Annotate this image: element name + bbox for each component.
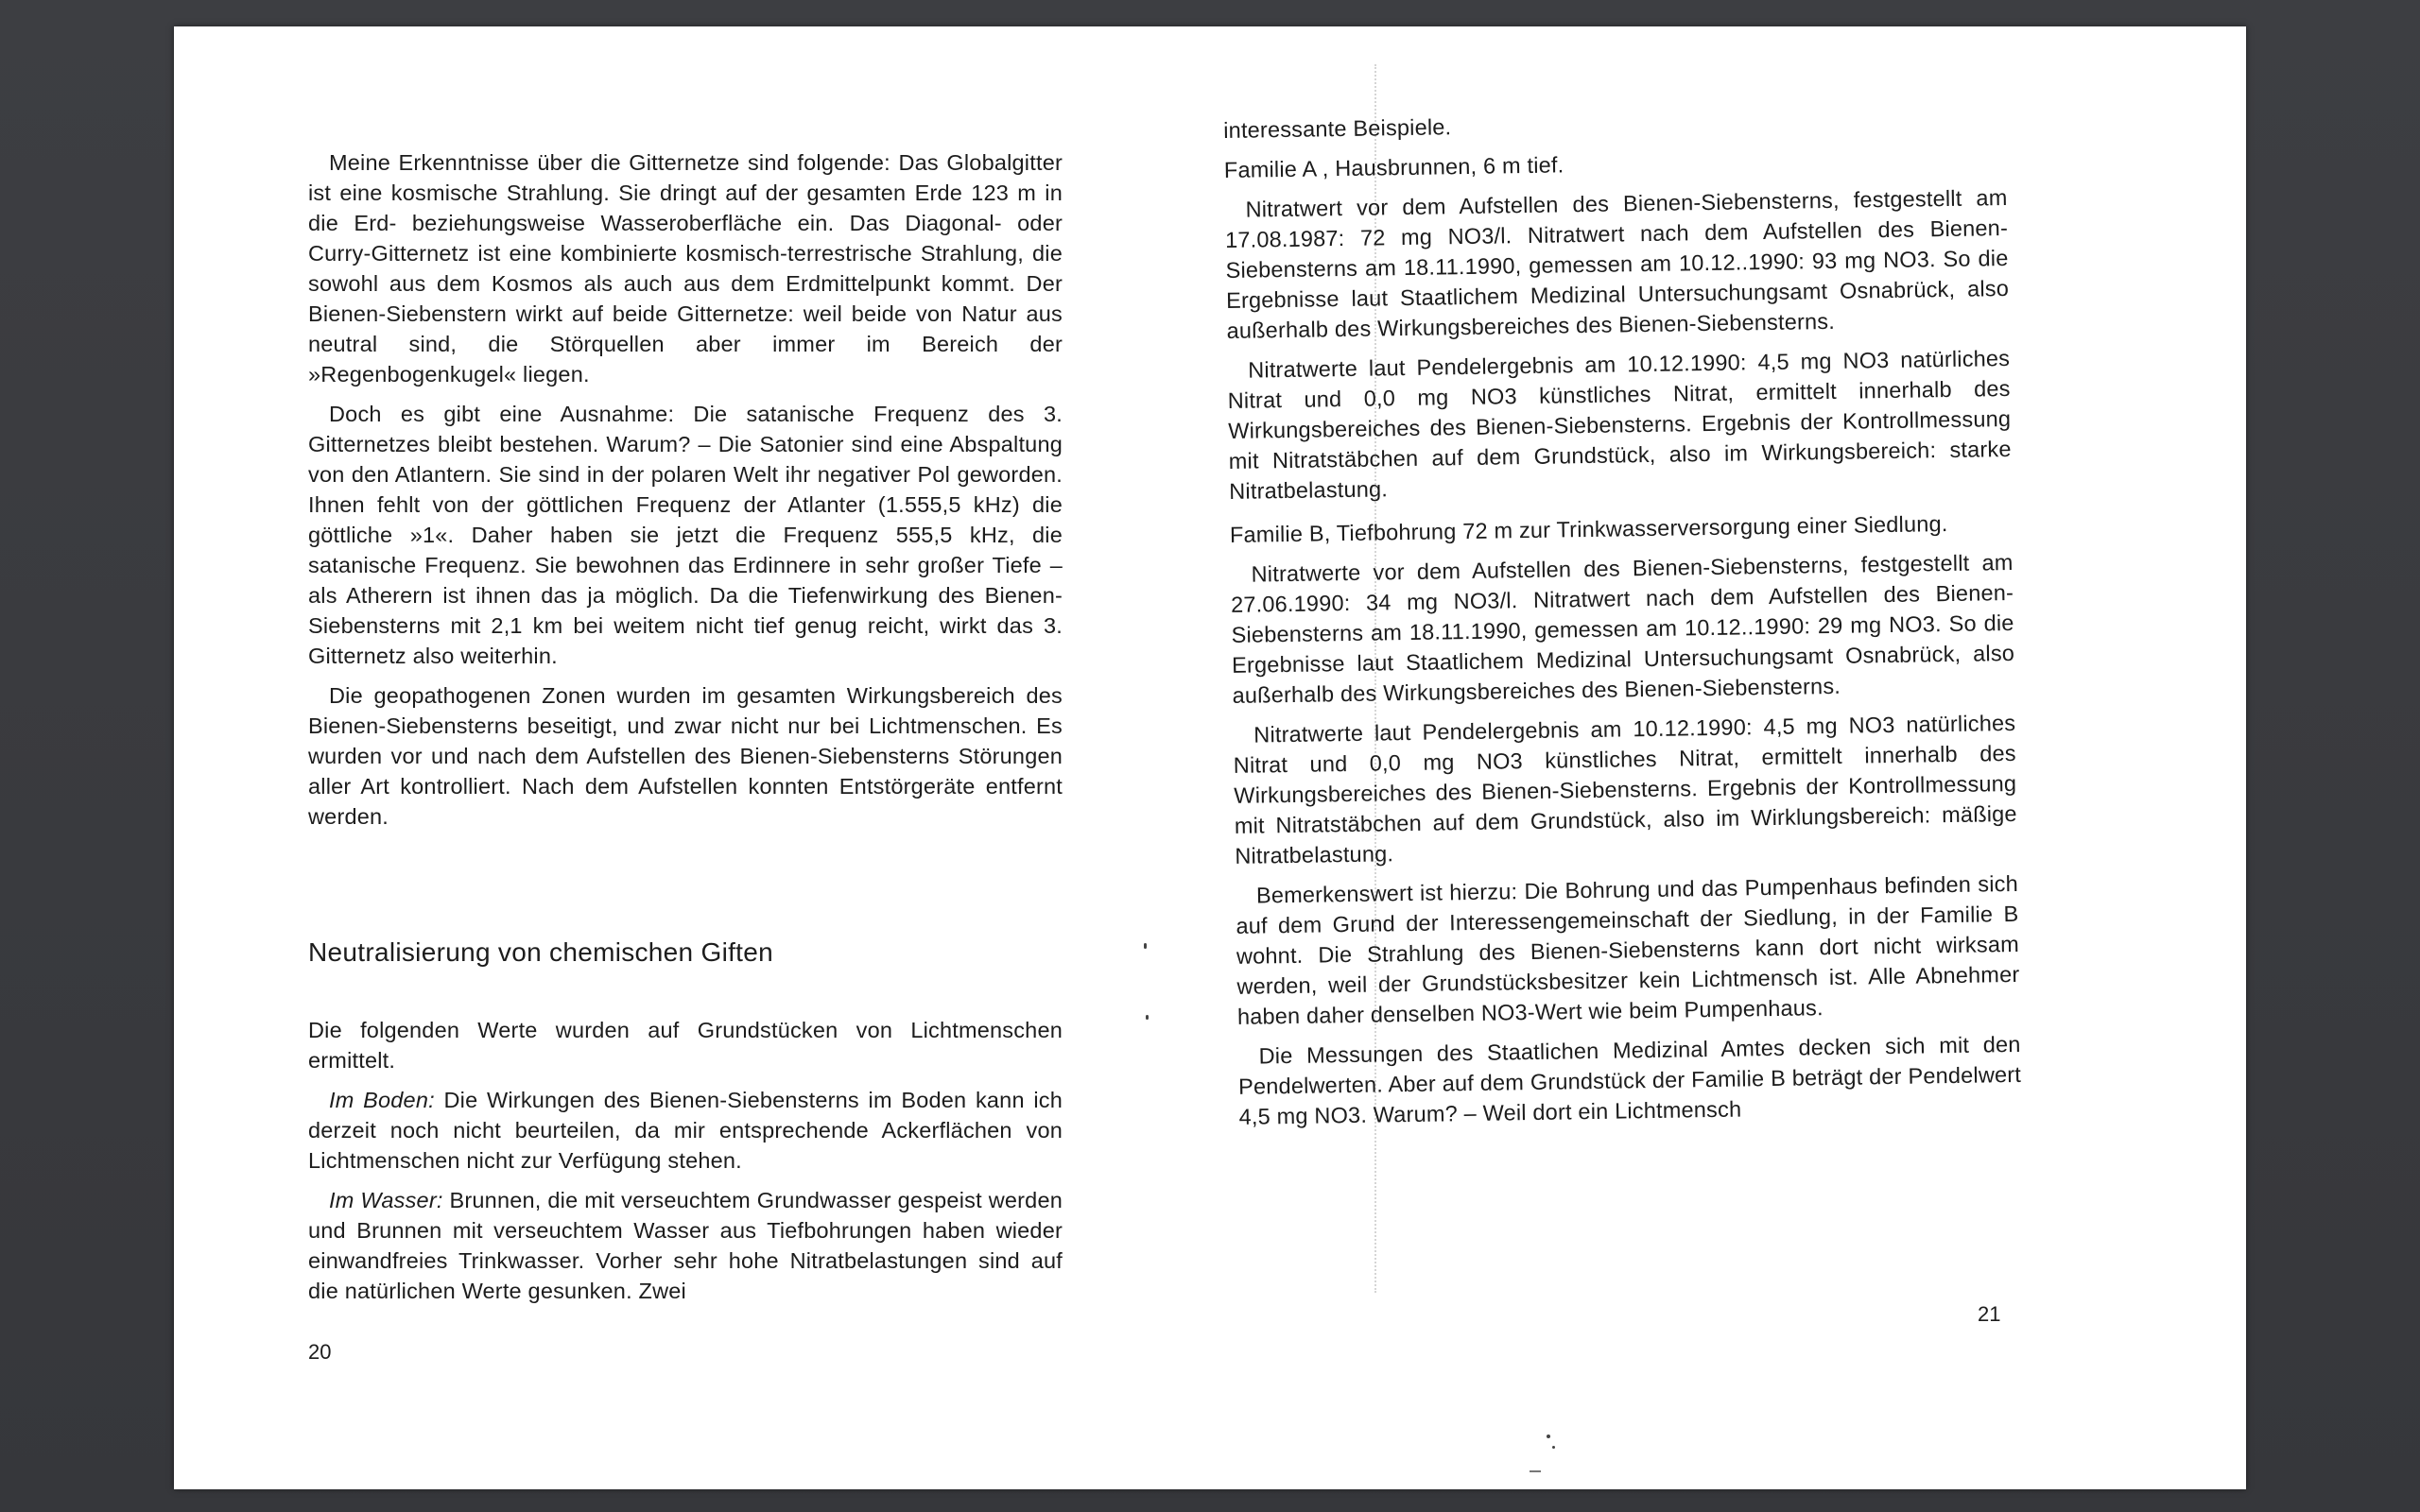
paragraph xyxy=(308,1085,1063,1176)
subheading-familie-b: Familie B, Tiefbohrung 72 m zur Trinkwasserversorgung einer Siedlung. xyxy=(1229,511,1948,547)
scan-speck xyxy=(1144,943,1147,949)
scan-speck xyxy=(1547,1435,1550,1438)
paragraph: interessante Beispiele. xyxy=(1223,114,1452,143)
paragraph: Nitratwerte laut Pendelergebnis am 10.12.1990: 4,5 mg NO3 natürliches Nitrat und 0,0 mg NO3 künstliches Nitrat, ermittelt innerhalb des Wirkungsbereiches des Bienen-Siebensterns. Ergebnis der Kontrollmessung mit Nitratstäbchen auf dem Grundstück, also im Wirklungsbereich: mäßige Nitratbelastung. xyxy=(1233,710,2017,868)
paragraph-text: Brunnen, die mit verseuchtem Grundwasser gespeist werden und Brunnen mit verseuchtem Wasser aus Tiefbohrungen haben wieder einwandfreies Trinkwasser. Vorher sehr hohe Nitratbelastungen sind auf die natürlichen Werte gesunken. Zwei xyxy=(308,1188,1063,1303)
paragraph-text: Die Wirkungen des Bienen-Siebensterns im Boden kann ich derzeit noch nicht beurteilen, da mir entsprechende Ackerflächen von Lichtmenschen nicht zur Verfügung stehen. xyxy=(308,1088,1063,1173)
left-page-body xyxy=(308,147,1063,841)
paragraph xyxy=(308,1185,1063,1306)
paragraph: Nitratwert vor dem Aufstellen des Bienen-Siebensterns, festgestellt am 17.08.1987: 72 mg NO3/l. Nitratwert nach dem Aufstellen des Bienen-Siebensterns am 18.11.1990, gemessen am 10.12..1990: 93 mg NO3. So die Ergebnisse laut Staatlichem Medizinal Untersuchungsamt Osnabrück, also außerhalb des Wirkungsbereiches des Bienen-Siebensterns. xyxy=(1224,184,2010,343)
scan-speck xyxy=(1146,1015,1149,1020)
subheading-familie-a: Familie A , Hausbrunnen, 6 m tief. xyxy=(1223,152,1564,182)
left-page-section xyxy=(308,1015,1063,1315)
paragraph: Nitratwerte laut Pendelergebnis am 10.12.1990: 4,5 mg NO3 natürliches Nitrat und 0,0 mg NO3 künstliches Nitrat, ermittelt innerhalb des Wirkungsbereiches des Bienen-Siebensterns. Ergebnis der Kontrollmessung mit Nitratstäbchen auf dem Grundstück, also im Wirkungsbereich: starke Nitratbelastung. xyxy=(1227,345,2012,504)
section-heading: Neutralisierung von chemischen Giften xyxy=(308,937,774,967)
paragraph: Bemerkenswert ist hierzu: Die Bohrung und das Pumpenhaus befinden sich auf dem Grund der Interessengemeinschaft der Siedlung, in der Familie B wohnt. Die Strahlung des Bienen-Siebensterns kann dort nicht wirksam werden, weil der Grundstücksbesitzer kein Lichtmensch ist. Alle Abnehmer haben daher denselben NO3-Wert wie beim Pumpenhaus. xyxy=(1236,870,2020,1029)
paragraph: Die geopathogenen Zonen wurden im gesamten Wirkungsbereich des Bienen-Siebensterns beseitigt, und zwar nicht nur bei Lichtmenschen. Es wurden vor und nach dem Aufstellen des Bienen-Siebensterns Störungen aller Art kontrolliert. Nach dem Aufstellen konnten Entstörgeräte entfernt werden. xyxy=(308,683,1063,829)
right-page-body xyxy=(1223,103,2022,1142)
label-im-wasser: Im Wasser: xyxy=(329,1188,443,1212)
scan-speck xyxy=(1552,1446,1555,1449)
page-number-right: 21 xyxy=(1978,1302,2001,1326)
paragraph: Meine Erkenntnisse über die Gitternetze sind folgende: Das Globalgitter ist eine kosmische Strahlung. Sie dringt auf der gesamten Erde 123 m in die Erd- beziehungsweise Wasseroberfläche ein. Das Diagonal- oder Curry-Gitternetz ist eine kombinierte kosmisch-terrestrische Strahlung, die sowohl aus dem Kosmos als auch aus dem Erdmittelpunkt kommt. Der Bienen-Siebenstern wirkt auf beide Gitternetze: weil beide von Natur aus neutral sind, die Störquellen aber immer im Bereich der »Regenbogenkugel« liegen. xyxy=(308,150,1063,387)
paragraph: Die folgenden Werte wurden auf Grundstücken von Lichtmenschen ermittelt. xyxy=(308,1018,1063,1073)
paragraph: Nitratwerte vor dem Aufstellen des Bienen-Siebensterns, festgestellt am 27.06.1990: 34 mg NO3/l. Nitratwert nach dem Aufstellen des Bienen-Siebensterns am 18.11.1990, gemessen am 10.12..1990: 29 mg NO3. So die Ergebnisse laut Staatlichem Medizinal Untersuchungsamt Osnabrück, also außerhalb des Wirkungsbereiches des Bienen-Siebensterns. xyxy=(1230,549,2015,708)
scan-mark xyxy=(1530,1470,1541,1472)
scanned-page-spread xyxy=(174,26,2246,1489)
page-number-left: 20 xyxy=(308,1340,332,1364)
label-im-boden: Im Boden: xyxy=(329,1088,435,1112)
paragraph: Doch es gibt eine Ausnahme: Die satanische Frequenz des 3. Gitternetzes bleibt bestehen. Warum? – Die Satonier sind eine Abspaltung von den Atlantern. Sie sind in der polaren Welt ihr negativer Pol geworden. Ihnen fehlt von der göttlichen Frequenz der Atlanter (1.555,5 kHz) die göttliche »1«. Daher haben sie jetzt die Frequenz 555,5 kHz, die satanische Frequenz. Sie bewohnen das Erdinnere in sehr großer Tiefe – als Atherern ist ihnen das ja möglich. Da die Tiefenwirkung des Bienen-Siebensterns mit 2,1 km bei weitem nicht tief genug reicht, wirkt das 3. Gitternetz also weiterhin. xyxy=(308,402,1063,668)
paragraph: Die Messungen des Staatlichen Medizinal Amtes decken sich mit den Pendelwerten. Aber auf dem Grundstück der Familie B beträgt der Pendelwert 4,5 mg NO3. Warum? – Weil dort ein Lichtmensch xyxy=(1237,1031,2022,1129)
